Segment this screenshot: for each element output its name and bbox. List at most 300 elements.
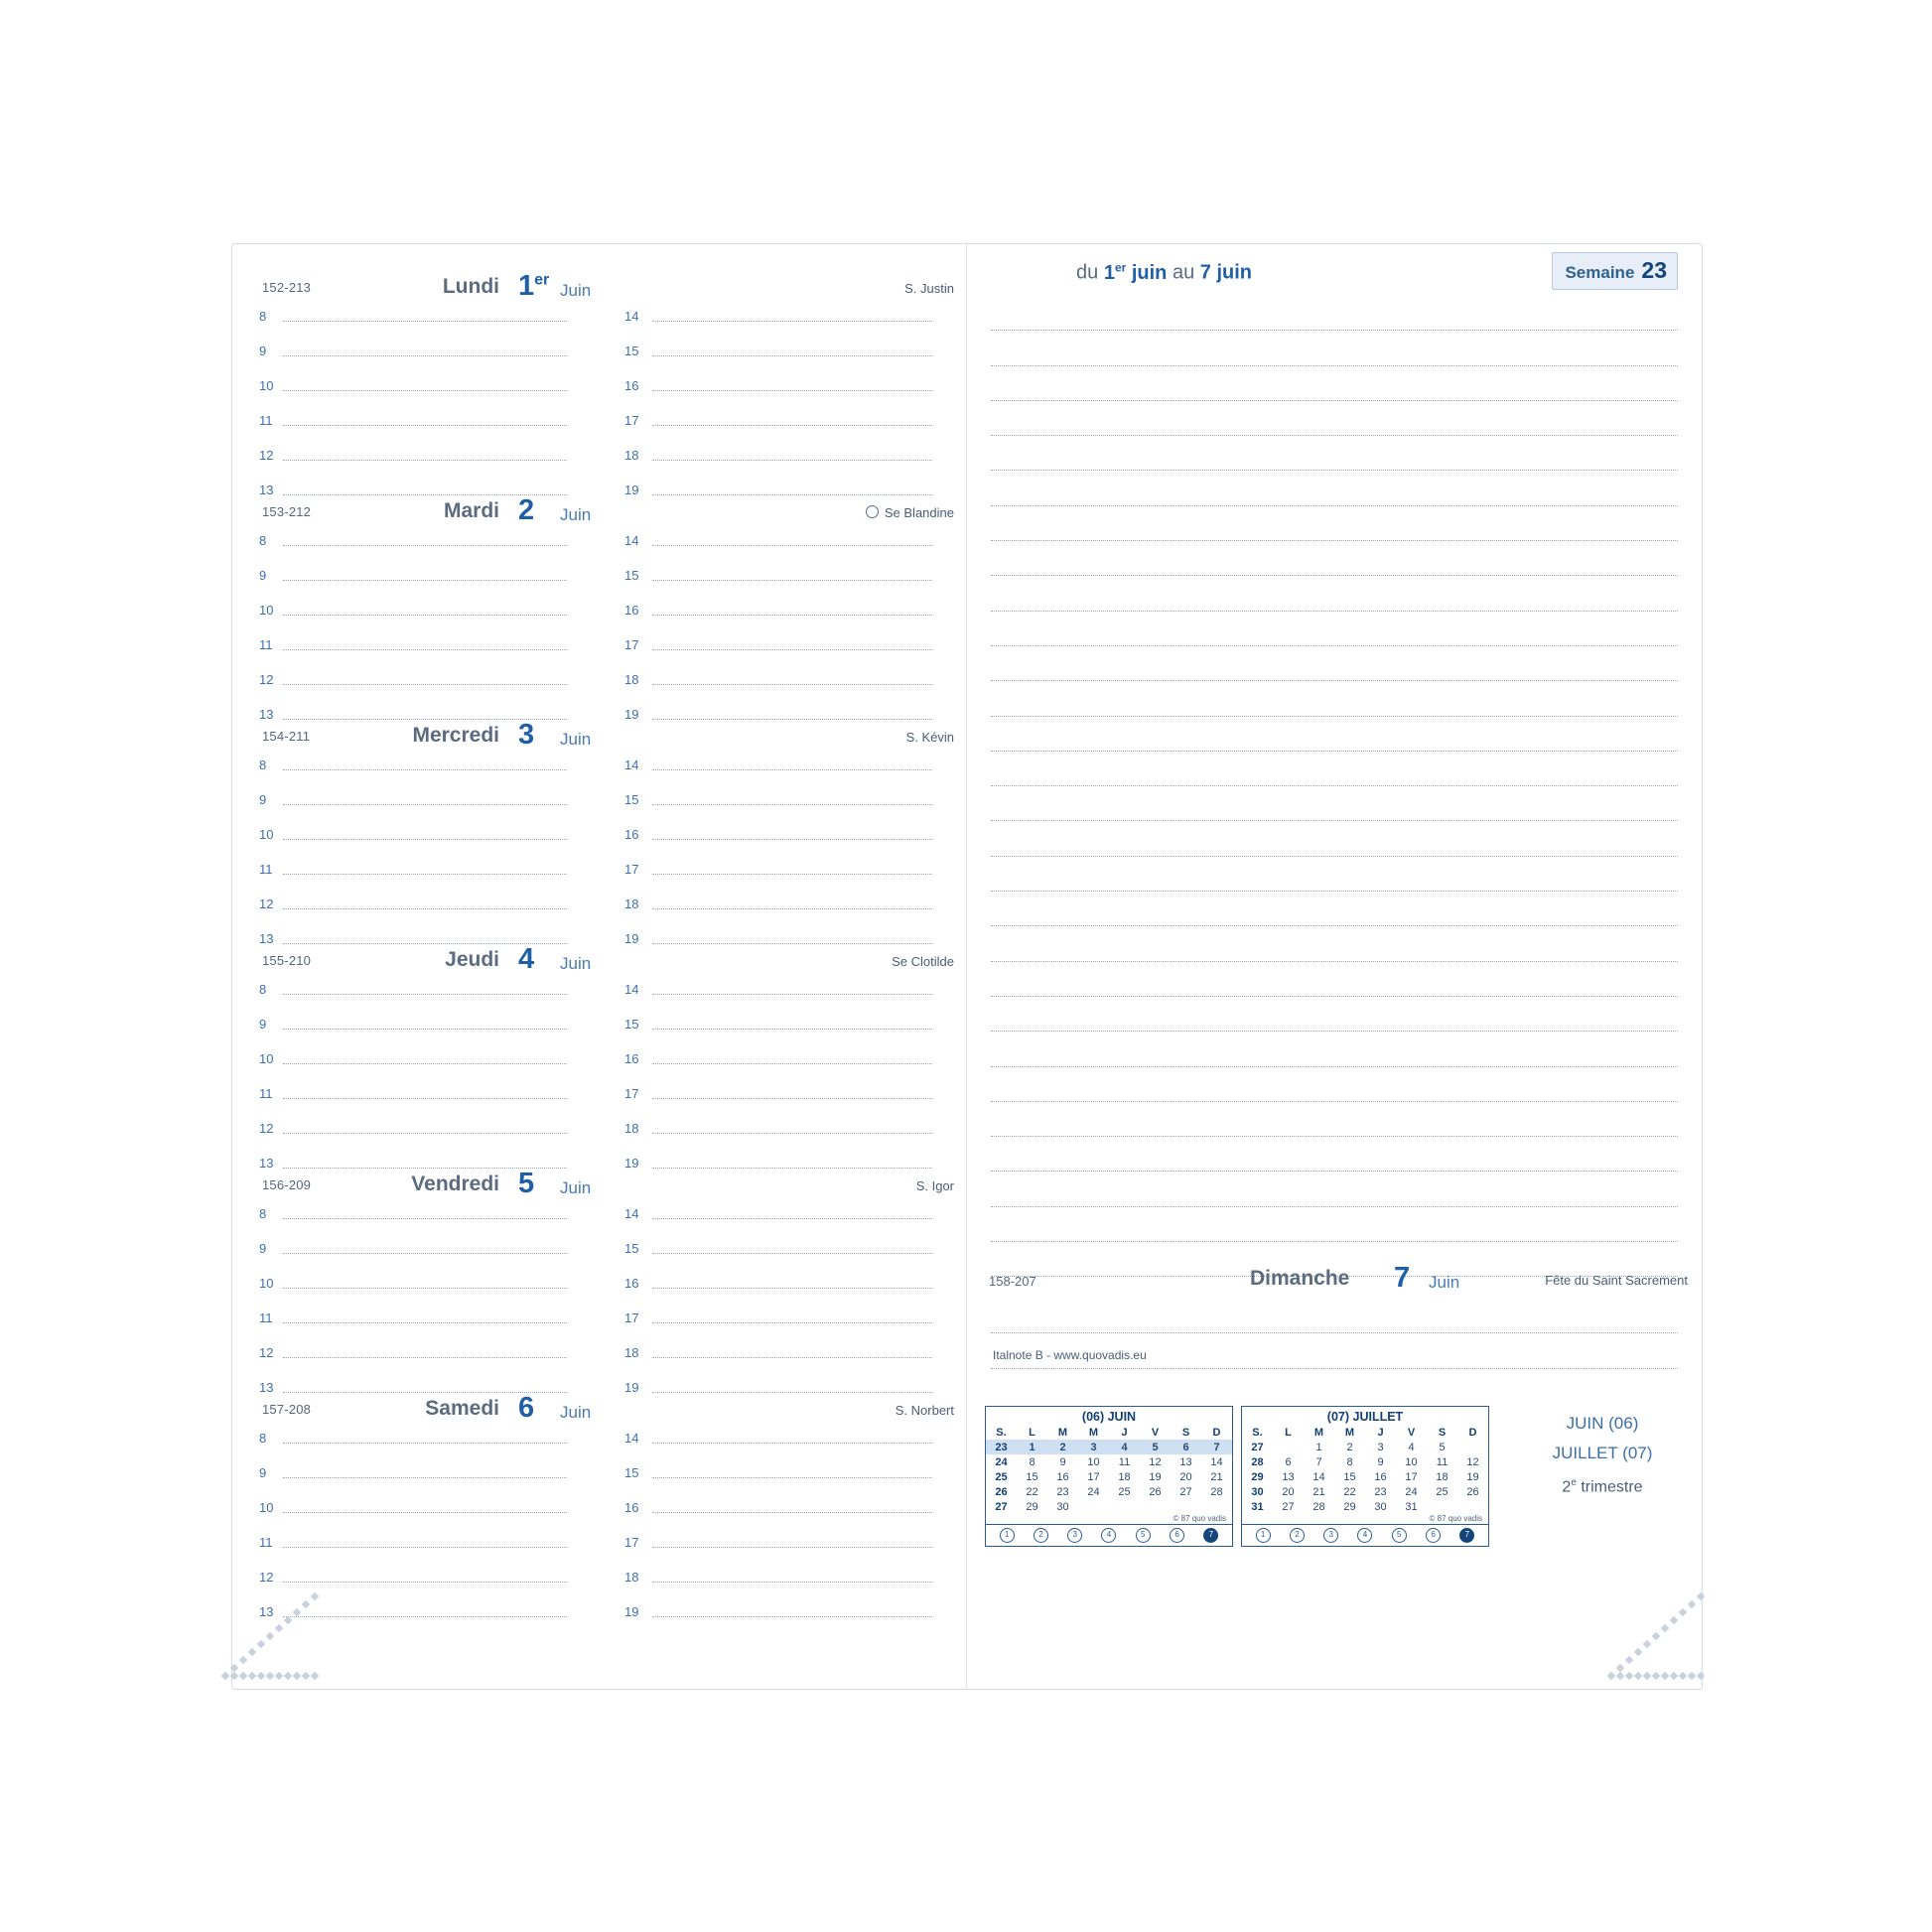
note-line[interactable] xyxy=(991,681,1678,716)
hour-slot[interactable] xyxy=(624,524,932,559)
mini-calendar-footer-day[interactable]: 3 xyxy=(1323,1528,1338,1543)
hour-writing-line[interactable] xyxy=(283,545,567,546)
mini-calendar-week-number: 30 xyxy=(1251,1485,1264,1498)
day-header xyxy=(232,270,966,302)
hour-label: 19 xyxy=(624,931,639,946)
mini-calendar-day[interactable]: 14 xyxy=(1312,1470,1325,1483)
hour-writing-line[interactable] xyxy=(283,839,567,840)
hour-slot[interactable] xyxy=(624,818,932,853)
day-saint: S. Igor xyxy=(915,1178,954,1193)
day-month: Juin xyxy=(560,1403,592,1422)
mini-calendar-weekday-header: J xyxy=(1121,1426,1128,1439)
hour-label: 10 xyxy=(259,1500,274,1515)
mini-calendar-footer-day[interactable]: 5 xyxy=(1392,1528,1407,1543)
mini-calendar-day[interactable]: 23 xyxy=(1374,1485,1387,1498)
hour-slot[interactable] xyxy=(624,628,932,663)
hour-slot[interactable] xyxy=(624,1042,932,1077)
hour-writing-line[interactable] xyxy=(283,1063,567,1064)
hour-label: 10 xyxy=(259,827,274,842)
note-line[interactable] xyxy=(991,366,1678,401)
mini-calendar-day[interactable]: 24 xyxy=(1087,1485,1100,1498)
mini-calendar-day[interactable]: 20 xyxy=(1179,1470,1192,1483)
sunday-name: Dimanche xyxy=(1250,1267,1350,1290)
hour-writing-line[interactable] xyxy=(283,874,567,875)
note-line[interactable] xyxy=(991,471,1678,505)
mini-calendar xyxy=(1241,1406,1489,1547)
hour-slot[interactable] xyxy=(624,1526,932,1561)
hour-writing-line[interactable] xyxy=(283,1547,567,1548)
hour-writing-line[interactable] xyxy=(652,425,932,426)
hour-slot[interactable] xyxy=(624,663,932,698)
mini-calendar-day[interactable]: 29 xyxy=(1026,1500,1038,1513)
mini-calendar-day[interactable]: 23 xyxy=(1056,1485,1069,1498)
hour-slot[interactable] xyxy=(259,1526,567,1561)
note-line[interactable] xyxy=(991,576,1678,611)
mini-calendar-grid xyxy=(986,1425,1232,1514)
hour-writing-line[interactable] xyxy=(652,1029,932,1030)
mini-calendar-day[interactable]: 15 xyxy=(1343,1470,1356,1483)
range-day-2: 7 xyxy=(1199,261,1211,284)
note-line[interactable] xyxy=(991,821,1678,856)
hour-label: 16 xyxy=(624,1500,639,1515)
hour-slot[interactable] xyxy=(259,663,567,698)
mini-calendar-day[interactable]: 10 xyxy=(1087,1455,1100,1468)
mini-calendar-day[interactable]: 21 xyxy=(1210,1470,1223,1483)
mini-calendar-day[interactable]: 19 xyxy=(1466,1470,1479,1483)
hour-slot[interactable] xyxy=(624,1232,932,1267)
hour-slot[interactable] xyxy=(259,973,567,1008)
note-line[interactable] xyxy=(991,752,1678,786)
moon-phase-icon xyxy=(866,505,879,518)
mini-calendar-day[interactable]: 3 xyxy=(1090,1441,1097,1453)
hour-slot[interactable] xyxy=(624,1422,932,1456)
hour-slot[interactable] xyxy=(624,1336,932,1371)
hour-writing-line[interactable] xyxy=(652,1133,932,1134)
hour-slot[interactable] xyxy=(259,524,567,559)
hour-row xyxy=(232,888,966,922)
hour-writing-line[interactable] xyxy=(652,390,932,391)
mini-calendar-day[interactable]: 28 xyxy=(1312,1500,1325,1513)
note-line[interactable] xyxy=(991,926,1678,961)
hour-writing-line[interactable] xyxy=(283,1133,567,1134)
hour-row xyxy=(232,1595,966,1630)
mini-calendar-day[interactable]: 16 xyxy=(1374,1470,1387,1483)
hour-writing-line[interactable] xyxy=(652,908,932,909)
hour-row xyxy=(232,594,966,628)
hour-slot[interactable] xyxy=(624,783,932,818)
hour-writing-line[interactable] xyxy=(283,649,567,650)
hour-writing-line[interactable] xyxy=(283,1098,567,1099)
mini-calendar-day[interactable]: 12 xyxy=(1466,1455,1479,1468)
hour-row xyxy=(232,1491,966,1526)
hour-slot[interactable] xyxy=(624,300,932,335)
mini-calendar-day[interactable]: 8 xyxy=(1029,1455,1035,1468)
mini-calendar-day[interactable]: 1 xyxy=(1315,1441,1322,1453)
mini-calendar-footer-day[interactable]: 6 xyxy=(1170,1528,1184,1543)
mini-calendar-day[interactable]: 27 xyxy=(1179,1485,1192,1498)
mini-calendar-day[interactable]: 9 xyxy=(1377,1455,1384,1468)
hour-writing-line[interactable] xyxy=(283,1218,567,1219)
hour-writing-line[interactable] xyxy=(652,1288,932,1289)
mini-calendar-day[interactable]: 13 xyxy=(1282,1470,1295,1483)
mini-calendar-day[interactable]: 25 xyxy=(1118,1485,1131,1498)
hour-slot[interactable] xyxy=(259,335,567,369)
hour-label: 11 xyxy=(259,1535,273,1550)
mini-calendar-day[interactable]: 18 xyxy=(1118,1470,1131,1483)
hour-writing-line[interactable] xyxy=(283,390,567,391)
hour-writing-line[interactable] xyxy=(283,908,567,909)
hour-slot[interactable] xyxy=(259,1422,567,1456)
hour-slot[interactable] xyxy=(624,594,932,628)
mini-calendar-day[interactable]: 4 xyxy=(1121,1441,1128,1453)
hour-slot[interactable] xyxy=(624,1197,932,1232)
mini-calendar-day[interactable]: 8 xyxy=(1346,1455,1353,1468)
hour-label: 11 xyxy=(259,862,273,877)
mini-calendar-footer-day[interactable]: 5 xyxy=(1136,1528,1151,1543)
hour-slot[interactable] xyxy=(259,369,567,404)
range-day-1-ordinal: er xyxy=(1114,260,1127,274)
hour-writing-line[interactable] xyxy=(652,321,932,322)
mini-calendar-day[interactable]: 9 xyxy=(1059,1455,1066,1468)
mini-calendar-day[interactable]: 21 xyxy=(1312,1485,1325,1498)
hour-slot[interactable] xyxy=(259,628,567,663)
day-numbers: 155-210 xyxy=(262,953,312,968)
hour-writing-line[interactable] xyxy=(652,615,932,616)
mini-calendar-day[interactable]: 28 xyxy=(1210,1485,1223,1498)
notes-lines-upper[interactable] xyxy=(991,296,1678,1277)
hour-label: 16 xyxy=(624,378,639,393)
mini-calendar-day[interactable]: 6 xyxy=(1285,1455,1292,1468)
hour-slot[interactable] xyxy=(259,1077,567,1112)
hour-writing-line[interactable] xyxy=(283,769,567,770)
mini-calendar-footer-day[interactable]: 2 xyxy=(1034,1528,1048,1543)
hour-writing-line[interactable] xyxy=(652,719,932,720)
note-line[interactable] xyxy=(991,296,1678,331)
hour-row xyxy=(232,663,966,698)
note-line[interactable] xyxy=(991,1102,1678,1137)
hour-slot[interactable] xyxy=(624,1595,932,1630)
mini-calendar-weekday-header: S xyxy=(1181,1426,1190,1439)
mini-calendar-day[interactable]: 16 xyxy=(1056,1470,1069,1483)
note-line[interactable] xyxy=(991,401,1678,436)
hour-writing-line[interactable] xyxy=(283,1512,567,1513)
hour-slot[interactable] xyxy=(624,404,932,439)
note-line[interactable] xyxy=(991,892,1678,926)
hour-writing-line[interactable] xyxy=(283,684,567,685)
hour-writing-line[interactable] xyxy=(652,1322,932,1323)
mini-calendar-day[interactable]: 17 xyxy=(1087,1470,1100,1483)
hour-slot[interactable] xyxy=(259,1008,567,1042)
mini-calendar-day[interactable]: 11 xyxy=(1436,1455,1449,1468)
mini-calendar-day[interactable]: 25 xyxy=(1436,1485,1449,1498)
hour-writing-line[interactable] xyxy=(652,1253,932,1254)
hour-slot[interactable] xyxy=(624,1491,932,1526)
hour-writing-line[interactable] xyxy=(652,804,932,805)
hour-writing-line[interactable] xyxy=(652,1443,932,1444)
mini-calendar-day[interactable]: 31 xyxy=(1405,1500,1418,1513)
hour-slot[interactable] xyxy=(259,1232,567,1267)
hour-slot[interactable] xyxy=(259,1042,567,1077)
hour-slot[interactable] xyxy=(259,439,567,474)
mini-calendar-day[interactable]: 2 xyxy=(1059,1441,1066,1453)
hour-label: 18 xyxy=(624,672,639,687)
mini-calendar-footer-day[interactable]: 2 xyxy=(1290,1528,1305,1543)
hour-row xyxy=(232,1422,966,1456)
hour-slot[interactable] xyxy=(624,853,932,888)
mini-calendar-footer xyxy=(986,1524,1232,1546)
hour-writing-line[interactable] xyxy=(283,1029,567,1030)
mini-calendar-day[interactable]: 6 xyxy=(1182,1441,1189,1453)
mini-calendar-footer-day[interactable]: 7 xyxy=(1459,1528,1474,1543)
hour-writing-line[interactable] xyxy=(283,1253,567,1254)
mini-calendar-day[interactable]: 1 xyxy=(1029,1441,1035,1453)
note-line[interactable] xyxy=(991,962,1678,997)
hour-row xyxy=(232,853,966,888)
hour-writing-line[interactable] xyxy=(652,1512,932,1513)
mini-calendar-day[interactable]: 2 xyxy=(1346,1441,1353,1453)
mini-calendar-day[interactable]: 4 xyxy=(1408,1441,1415,1453)
hour-writing-line[interactable] xyxy=(283,460,567,461)
hour-writing-line[interactable] xyxy=(652,1547,932,1548)
mini-calendar-day[interactable]: 24 xyxy=(1405,1485,1418,1498)
mini-calendar-day[interactable]: 13 xyxy=(1179,1455,1192,1468)
hour-writing-line[interactable] xyxy=(283,321,567,322)
mini-calendar-day[interactable]: 3 xyxy=(1377,1441,1384,1453)
note-line[interactable] xyxy=(991,436,1678,471)
hour-writing-line[interactable] xyxy=(283,1582,567,1583)
hour-slot[interactable] xyxy=(259,1302,567,1336)
hour-slot[interactable] xyxy=(259,1197,567,1232)
hour-writing-line[interactable] xyxy=(652,684,932,685)
mini-calendar-day[interactable]: 7 xyxy=(1213,1441,1220,1453)
hour-slot[interactable] xyxy=(624,1456,932,1491)
day-saint: S. Justin xyxy=(904,281,954,296)
hour-writing-line[interactable] xyxy=(652,994,932,995)
hour-row xyxy=(232,1042,966,1077)
hour-writing-line[interactable] xyxy=(652,580,932,581)
hour-writing-line[interactable] xyxy=(652,1063,932,1064)
hour-grid xyxy=(232,749,966,957)
hour-writing-line[interactable] xyxy=(652,943,932,944)
mini-calendar-footer-day[interactable]: 7 xyxy=(1203,1528,1218,1543)
note-line[interactable] xyxy=(991,997,1678,1032)
mini-calendar-week-row xyxy=(986,1469,1232,1484)
mini-calendar-footer-day[interactable]: 3 xyxy=(1067,1528,1082,1543)
note-line[interactable] xyxy=(991,1207,1678,1242)
day-month: Juin xyxy=(560,505,592,524)
hour-writing-line[interactable] xyxy=(652,649,932,650)
hour-writing-line[interactable] xyxy=(283,1288,567,1289)
mini-calendar-day[interactable]: 14 xyxy=(1210,1455,1223,1468)
day-date: 4 xyxy=(518,943,535,975)
mini-calendar-day[interactable]: 18 xyxy=(1436,1470,1449,1483)
hour-slot[interactable] xyxy=(259,1112,567,1147)
mini-calendar-day[interactable]: 29 xyxy=(1343,1500,1356,1513)
hour-slot[interactable] xyxy=(259,749,567,783)
hour-slot[interactable] xyxy=(624,369,932,404)
hour-label: 19 xyxy=(624,1156,639,1171)
hour-slot[interactable] xyxy=(624,1561,932,1595)
hour-writing-line[interactable] xyxy=(283,355,567,356)
hour-writing-line[interactable] xyxy=(652,769,932,770)
hour-writing-line[interactable] xyxy=(652,494,932,495)
hour-slot[interactable] xyxy=(259,1491,567,1526)
hour-writing-line[interactable] xyxy=(283,580,567,581)
mini-calendar-day[interactable]: 17 xyxy=(1405,1470,1418,1483)
hour-slot[interactable] xyxy=(259,783,567,818)
mini-calendar-footer-day[interactable]: 1 xyxy=(1000,1528,1015,1543)
day-name: Mardi xyxy=(443,499,499,522)
mini-calendar-day[interactable]: 12 xyxy=(1149,1455,1162,1468)
hour-label: 11 xyxy=(259,1086,273,1101)
mini-calendar-day[interactable] xyxy=(1457,1440,1488,1454)
day-numbers: 152-213 xyxy=(262,280,312,295)
mini-calendar-day[interactable] xyxy=(1078,1499,1109,1514)
hour-label: 13 xyxy=(259,1380,274,1395)
hour-writing-line[interactable] xyxy=(652,874,932,875)
mini-calendar-footer-day[interactable]: 4 xyxy=(1101,1528,1116,1543)
note-line[interactable] xyxy=(991,1032,1678,1066)
hour-writing-line[interactable] xyxy=(652,355,932,356)
hour-label: 16 xyxy=(624,1051,639,1066)
mini-calendar-day[interactable] xyxy=(1457,1499,1488,1514)
hour-writing-line[interactable] xyxy=(652,460,932,461)
hour-slot[interactable] xyxy=(624,888,932,922)
hour-slot[interactable] xyxy=(259,818,567,853)
hour-row xyxy=(232,818,966,853)
hour-writing-line[interactable] xyxy=(283,994,567,995)
hour-slot[interactable] xyxy=(624,749,932,783)
mini-calendar-day[interactable]: 11 xyxy=(1118,1455,1131,1468)
hour-writing-line[interactable] xyxy=(652,839,932,840)
trimester-sup: e xyxy=(1571,1477,1577,1488)
hour-label: 12 xyxy=(259,448,274,463)
note-line[interactable] xyxy=(991,1172,1678,1206)
hour-writing-line[interactable] xyxy=(652,1357,932,1358)
mini-calendar-day[interactable] xyxy=(1140,1499,1171,1514)
mini-calendar-footer-day[interactable]: 6 xyxy=(1426,1528,1441,1543)
mini-calendar-day[interactable]: 20 xyxy=(1282,1485,1295,1498)
hour-label: 15 xyxy=(624,1241,639,1256)
hour-slot[interactable] xyxy=(624,1112,932,1147)
hour-writing-line[interactable] xyxy=(283,804,567,805)
hour-writing-line[interactable] xyxy=(283,425,567,426)
hour-writing-line[interactable] xyxy=(283,1443,567,1444)
mini-calendar-day[interactable]: 30 xyxy=(1374,1500,1387,1513)
mini-calendar-day[interactable]: 26 xyxy=(1149,1485,1162,1498)
note-line[interactable] xyxy=(991,541,1678,576)
note-line[interactable] xyxy=(991,1299,1678,1333)
hour-slot[interactable] xyxy=(259,300,567,335)
mini-calendar-day[interactable]: 15 xyxy=(1026,1470,1038,1483)
mini-calendar-footer-day[interactable]: 1 xyxy=(1256,1528,1271,1543)
hour-writing-line[interactable] xyxy=(652,1218,932,1219)
mini-calendar-day[interactable] xyxy=(1109,1499,1140,1514)
note-line[interactable] xyxy=(991,331,1678,365)
hour-label: 10 xyxy=(259,378,274,393)
hour-label: 10 xyxy=(259,1051,274,1066)
hour-slot[interactable] xyxy=(259,559,567,594)
mini-calendar-weekday-header: V xyxy=(1407,1426,1416,1439)
hour-slot[interactable] xyxy=(624,973,932,1008)
hour-writing-line[interactable] xyxy=(652,1392,932,1393)
note-line[interactable] xyxy=(991,506,1678,541)
hour-slot[interactable] xyxy=(624,1008,932,1042)
hour-writing-line[interactable] xyxy=(652,1616,932,1617)
hour-slot[interactable] xyxy=(259,1336,567,1371)
note-line[interactable] xyxy=(991,857,1678,892)
hour-slot[interactable] xyxy=(624,559,932,594)
hour-label: 8 xyxy=(259,758,267,772)
hour-row xyxy=(232,1302,966,1336)
hour-label: 9 xyxy=(259,568,267,583)
hour-slot[interactable] xyxy=(259,853,567,888)
mini-calendar-day[interactable]: 30 xyxy=(1056,1500,1069,1513)
mini-calendar-day[interactable]: 26 xyxy=(1466,1485,1479,1498)
hour-writing-line[interactable] xyxy=(283,1477,567,1478)
hour-label: 14 xyxy=(624,758,639,772)
hour-label: 13 xyxy=(259,1604,274,1619)
note-line[interactable] xyxy=(991,646,1678,681)
mini-calendar-footer-day[interactable]: 4 xyxy=(1357,1528,1372,1543)
hour-slot[interactable] xyxy=(624,1267,932,1302)
note-line[interactable] xyxy=(991,717,1678,752)
mini-calendar-day[interactable]: 7 xyxy=(1315,1455,1322,1468)
mini-calendar-day[interactable]: 19 xyxy=(1149,1470,1162,1483)
hour-slot[interactable] xyxy=(624,335,932,369)
hour-writing-line[interactable] xyxy=(652,545,932,546)
note-line[interactable] xyxy=(991,786,1678,821)
mini-calendar-day[interactable]: 22 xyxy=(1026,1485,1038,1498)
mini-calendar-day[interactable]: 22 xyxy=(1343,1485,1356,1498)
hour-label: 15 xyxy=(624,1017,639,1032)
hour-row xyxy=(232,1232,966,1267)
mini-calendar-day[interactable] xyxy=(1427,1499,1457,1514)
hour-writing-line[interactable] xyxy=(652,1477,932,1478)
mini-calendar-day[interactable] xyxy=(1201,1499,1232,1514)
note-line[interactable] xyxy=(991,612,1678,646)
note-line[interactable] xyxy=(991,1067,1678,1102)
hour-writing-line[interactable] xyxy=(652,1098,932,1099)
hour-writing-line[interactable] xyxy=(283,1322,567,1323)
mini-calendar-day[interactable]: 27 xyxy=(1282,1500,1295,1513)
hour-slot[interactable] xyxy=(624,1077,932,1112)
hour-slot[interactable] xyxy=(624,1302,932,1336)
hour-writing-line[interactable] xyxy=(652,1168,932,1169)
hour-slot[interactable] xyxy=(259,594,567,628)
hour-row xyxy=(232,1267,966,1302)
mini-calendar-day[interactable] xyxy=(1171,1499,1201,1514)
hour-row xyxy=(232,973,966,1008)
mini-calendar-day[interactable]: 10 xyxy=(1405,1455,1418,1468)
mini-calendar-day[interactable] xyxy=(1273,1440,1304,1454)
hour-row xyxy=(232,1197,966,1232)
mini-calendar-day[interactable]: 5 xyxy=(1152,1441,1159,1453)
hour-slot[interactable] xyxy=(624,439,932,474)
hour-slot[interactable] xyxy=(259,888,567,922)
hour-writing-line[interactable] xyxy=(283,615,567,616)
note-line[interactable] xyxy=(991,1137,1678,1172)
hour-slot[interactable] xyxy=(259,404,567,439)
hour-writing-line[interactable] xyxy=(283,1357,567,1358)
day-month: Juin xyxy=(560,1178,592,1197)
mini-calendar-day[interactable]: 5 xyxy=(1439,1441,1446,1453)
mini-calendar-footer xyxy=(1242,1524,1488,1546)
hour-row xyxy=(232,628,966,663)
hour-writing-line[interactable] xyxy=(652,1582,932,1583)
hour-slot[interactable] xyxy=(259,1456,567,1491)
hour-slot[interactable] xyxy=(259,1267,567,1302)
